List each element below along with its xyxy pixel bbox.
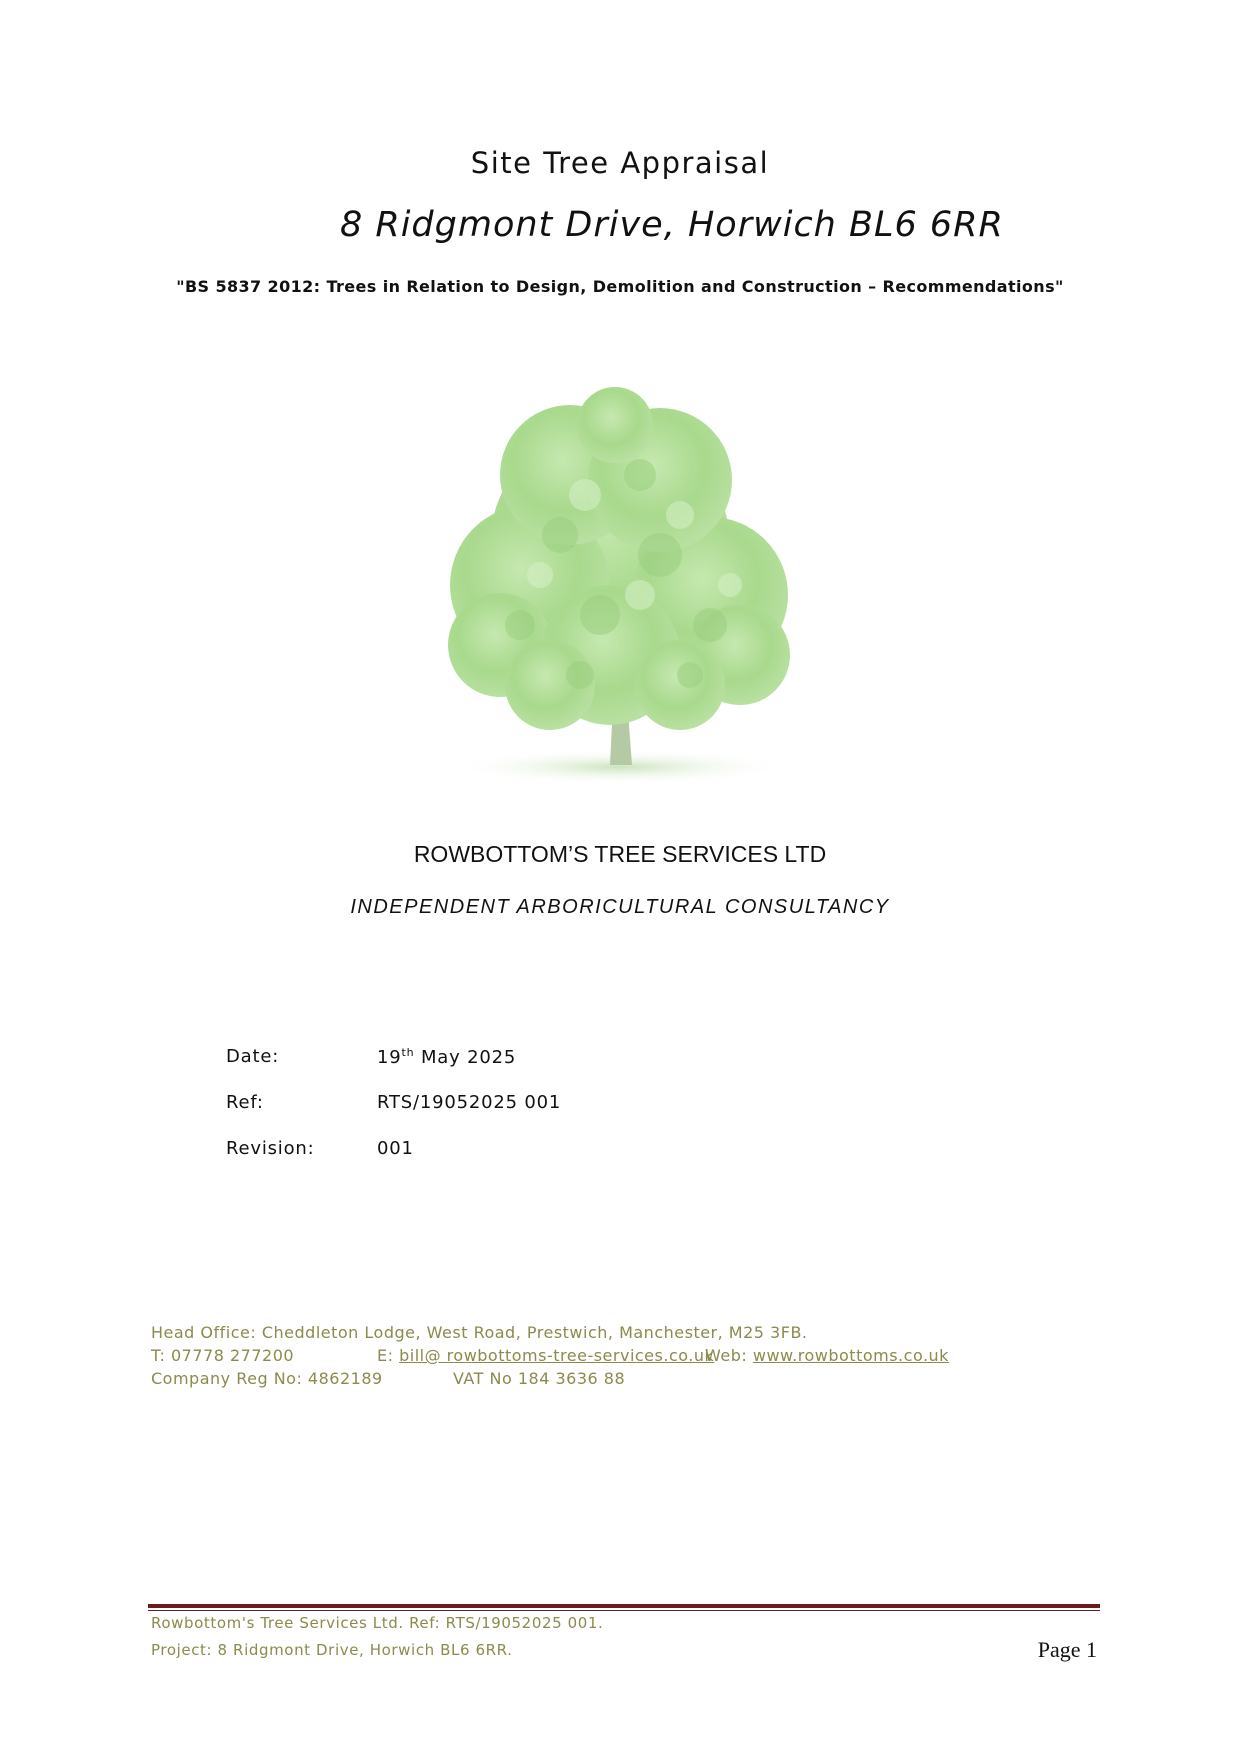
vat-number: VAT No 184 3636 88 (453, 1369, 626, 1388)
revision-label: Revision: (226, 1138, 315, 1159)
tree-illustration (410, 385, 830, 795)
site-address: 8 Ridgmont Drive, Horwich BL6 6RR (340, 205, 1004, 245)
email-label: E: (377, 1346, 394, 1365)
company-reg: Company Reg No: 4862189 (151, 1369, 383, 1388)
date-value (377, 1046, 516, 1068)
web-link[interactable]: www.rowbottoms.co.uk (752, 1346, 949, 1365)
contact-phone: T: 07778 277200 (151, 1346, 295, 1365)
footer-project: Project: 8 Ridgmont Drive, Horwich BL6 6RR. (151, 1641, 513, 1659)
footer-rule-thin (148, 1610, 1100, 1611)
web-label: Web: (705, 1346, 748, 1365)
head-office-address: Head Office: Cheddleton Lodge, West Road, Prestwich, Manchester, M25 3FB. (151, 1323, 808, 1342)
document-title: Site Tree Appraisal (470, 146, 770, 180)
footer-company-ref: Rowbottom's Tree Services Ltd. Ref: RTS/19052025 001. (151, 1614, 604, 1632)
revision-value: 001 (377, 1138, 414, 1159)
company-tagline: INDEPENDENT ARBORICULTURAL CONSULTANCY (350, 896, 890, 918)
standard-reference: "BS 5837 2012: Trees in Relation to Design, Demolition and Construction – Recommendations" (176, 277, 1064, 296)
date-label: Date: (226, 1046, 280, 1067)
date-rest: May 2025 (420, 1047, 517, 1068)
ref-value: RTS/19052025 001 (377, 1092, 562, 1113)
footer-rule (148, 1604, 1100, 1608)
ref-label: Ref: (226, 1092, 264, 1113)
date-suffix: th (401, 1046, 415, 1059)
page-number: Page 1 (1037, 1637, 1097, 1662)
contact-email (377, 1346, 714, 1365)
tree-icon (410, 385, 830, 795)
date-day: 19 (377, 1047, 402, 1068)
email-link[interactable]: bill@ rowbottoms-tree-services.co.uk (399, 1346, 715, 1365)
contact-web (705, 1346, 949, 1365)
company-name: ROWBOTTOM’S TREE SERVICES LTD (413, 841, 827, 867)
